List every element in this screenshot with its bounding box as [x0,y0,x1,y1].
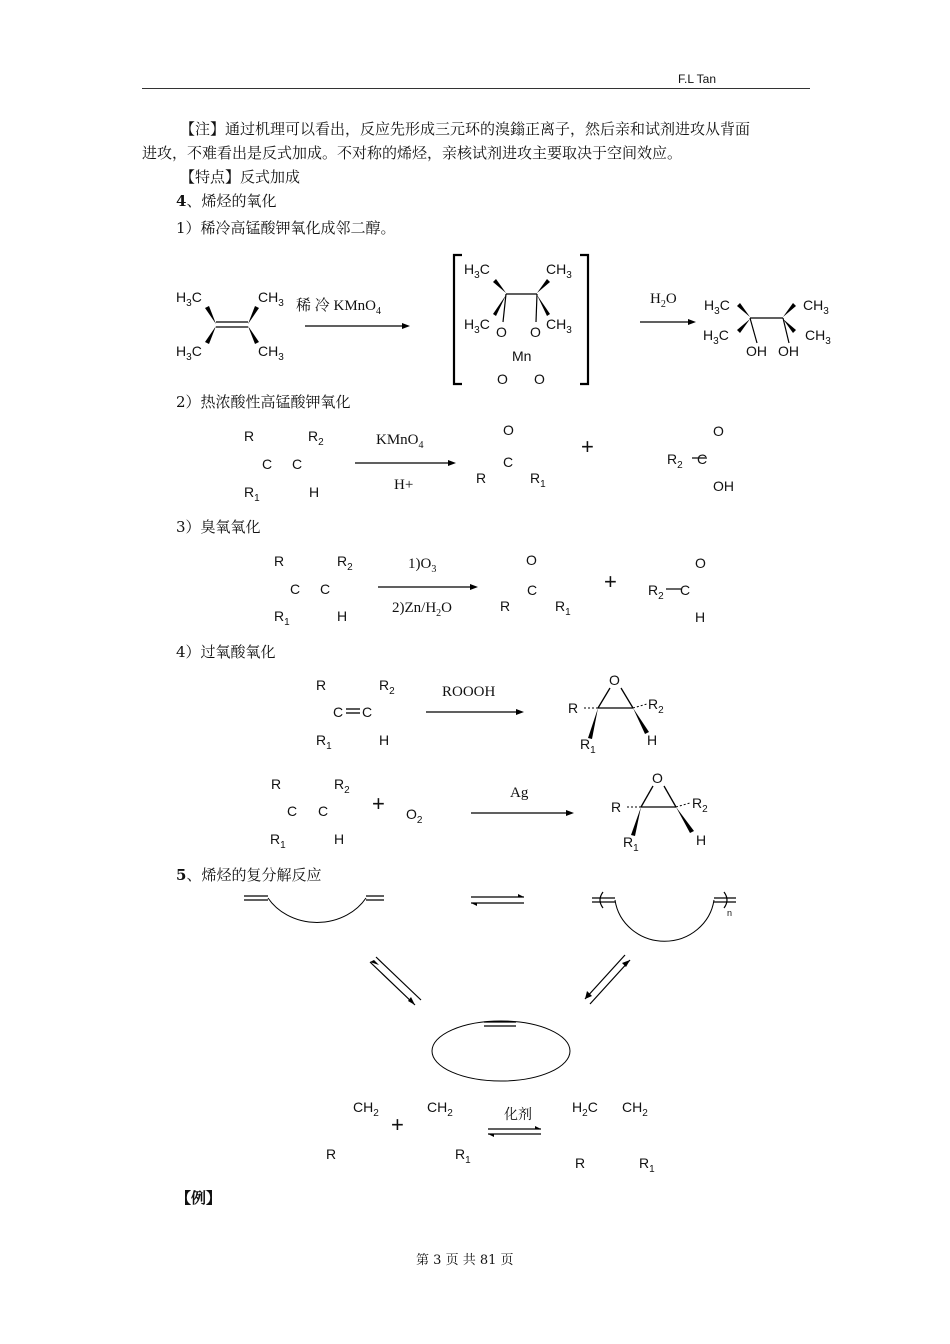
example-label: 【例】 [176,1189,222,1207]
r3-label-r2: $R_2$ [337,553,353,573]
label-int-ch3-2: $CH_3$ [546,316,572,336]
epox2-r: R [611,799,622,815]
label-int-h3c-1: $H_3C$ [464,261,490,281]
r3-label-c1: C [290,581,301,597]
reagent-peracid: ROOOH [442,684,496,700]
r2-label-c2: C [292,456,303,472]
epox2-r1: $R_1$ [623,834,639,854]
cm-ch2-3: $CH_2$ [622,1099,648,1119]
r3-label-r1: $R_1$ [274,608,290,628]
reagent-kmno4: KMnO$_4$ [376,432,424,451]
reagent-ozone: $1)O_3$ [408,556,437,575]
r5-plus: + [372,791,385,816]
r5-label-h: H [334,831,345,847]
label-diol-h3c-1: $H_3C$ [704,297,730,317]
note-line-2: 进攻，不难看出是反式加成。不对称的烯烃，亲核试剂进攻主要取决于空间效应。 [142,144,683,162]
r2-ketone-o: O [503,422,514,438]
reagent-h-plus: H+ [394,477,414,493]
epox2-r2: $R_2$ [692,795,708,815]
label-h3c-1: $H_3C$ [176,289,202,309]
section-5-heading [176,863,321,887]
section-4-number: 4 [176,192,187,210]
r2-label-c1: C [262,456,273,472]
cm-h2c: $H_2C$ [572,1099,598,1119]
r3-aldehyde-h: H [695,609,706,625]
epox1-o: O [609,672,620,688]
subsection-4: 4）过氧酸氧化 [176,643,276,661]
polymer-n: n [727,908,733,918]
note-label: 【注】 [180,120,226,138]
subsection-1: 1）稀冷高锰酸钾氧化成邻二醇。 [176,219,396,237]
reagent-water: $H_2O$ [650,291,677,310]
r2-acid-c: C [697,451,708,467]
r2-label-r2: $R_2$ [308,428,324,448]
label-int-o-3: O [497,371,508,387]
r3-aldehyde-c: C [680,582,691,598]
r5-label-c2: C [318,803,329,819]
r3-label-h: H [337,608,348,624]
epox2-h: H [696,832,707,848]
r3-label-c2: C [320,581,331,597]
r4-label-r2: $R_2$ [379,677,395,697]
reagent-zn-water: $2)Zn/H_2O$ [392,600,453,619]
cm-prod-r: R [575,1155,586,1171]
label-int-h3c-2: $H_3C$ [464,316,490,336]
r3-label-r: R [274,553,285,569]
r2-plus: + [581,434,594,459]
subsection-3: 3）臭氧氧化 [176,518,261,536]
reagent-silver: Ag [510,785,529,801]
r4-label-c2: C [362,704,373,720]
feature-text: 反式加成 [240,168,301,186]
page-footer: 第 3 页 共 81 页 [416,1253,514,1268]
r3-ketone-r: R [500,598,511,614]
r4-label-h: H [379,732,390,748]
cm-ch2-2: $CH_2$ [427,1099,453,1119]
label-ch3-1: $CH_3$ [258,289,284,309]
section-5-title: 、烯烃的复分解反应 [186,866,322,884]
epox1-h: H [647,732,658,748]
subsection-2: 2）热浓酸性高锰酸钾氧化 [176,393,351,411]
feature-label: 【特点】 [180,168,241,186]
cm-prod-r1: $R_1$ [639,1155,655,1175]
r2-label-r: R [244,428,255,444]
r2-acid-r2: $R_2$ [667,451,683,471]
r4-label-c1: C [333,704,344,720]
label-mn: Mn [512,348,532,364]
epox1-r1: $R_1$ [580,736,596,756]
section-4-title: 、烯烃的氧化 [186,192,277,210]
r3-plus: + [604,569,617,594]
r5-label-c1: C [287,803,298,819]
label-diol-ch3-2: $CH_3$ [805,327,831,347]
reagent-kmno4-cold: 稀 冷 KMnO$_4$ [296,298,382,317]
label-int-o-4: O [534,371,545,387]
r5-label-r: R [271,776,282,792]
reagent-catalyst: 化剂 [504,1107,532,1123]
r5-label-r1: $R_1$ [270,831,286,851]
cm-r: R [326,1146,337,1162]
cm-ch2-1: $CH_2$ [353,1099,379,1119]
label-diol-oh-1: OH [746,343,767,359]
note-text-1: 通过机理可以看出，反应先形成三元环的溴鎓正离子，然后亲和试剂进攻从背面 [225,120,751,138]
r2-acid-o: O [713,423,724,439]
r2-ketone-c: C [503,454,514,470]
epox2-o: O [652,770,663,786]
label-diol-h3c-2: $H_3C$ [703,327,729,347]
r5-oxygen: $O_2$ [406,806,423,826]
r3-ketone-r1: $R_1$ [555,598,571,618]
r2-label-h: H [309,484,320,500]
r2-label-r1: $R_1$ [244,484,260,504]
epox1-r: R [568,700,579,716]
page-number: 3 [433,1253,442,1268]
label-int-o-1: O [496,324,507,340]
label-h3c-2: $H_3C$ [176,343,202,363]
label-diol-ch3-1: $CH_3$ [803,297,829,317]
header-author: F.L Tan [678,72,717,86]
r5-label-r2: $R_2$ [334,776,350,796]
r2-acid-oh: OH [713,478,734,494]
r4-label-r1: $R_1$ [316,732,332,752]
section-5-number: 5 [176,866,187,884]
label-int-ch3-1: $CH_3$ [546,261,572,281]
r2-ketone-r1: $R_1$ [530,470,546,490]
label-int-o-2: O [530,324,541,340]
r3-aldehyde-r2: $R_2$ [648,582,664,602]
r3-aldehyde-o: O [695,555,706,571]
cm-plus: + [391,1112,404,1137]
r4-label-r: R [316,677,327,693]
label-diol-oh-2: OH [778,343,799,359]
cm-r1: $R_1$ [455,1146,471,1166]
r2-ketone-r: R [476,470,487,486]
label-ch3-2: $CH_3$ [258,343,284,363]
r3-ketone-c: C [527,582,538,598]
epox1-r2: $R_2$ [648,696,664,716]
page-total: 81 [479,1253,497,1268]
r3-ketone-o: O [526,552,537,568]
